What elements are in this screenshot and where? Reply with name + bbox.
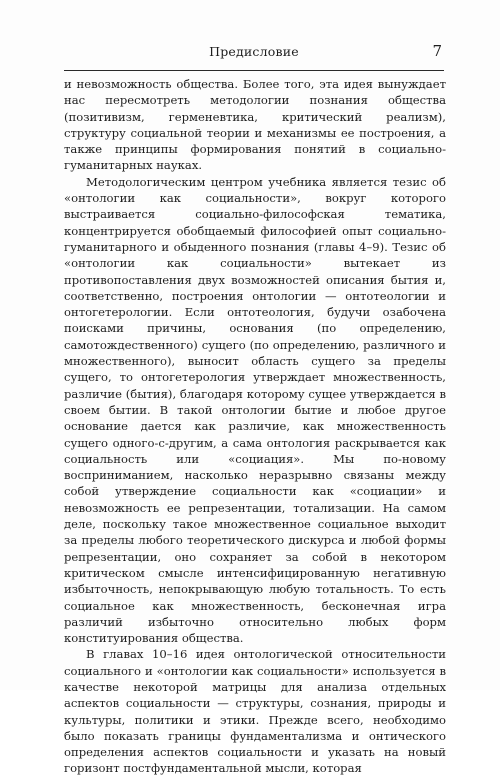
body-text [64, 76, 446, 777]
paragraph-methodology: Методологическим центром учебника является тезис об «онтологии как социальности», вокруг которого выстраивается социально-философская тематика, концентрируется обобщаемый философией опыт социально-гуманитарного и обыденного познания (главы 4–9). Тезис об «онтологии как социальности» вытекает из противопоставления двух возможностей описания бытия и, соответственно, построения онтологии — онтотеологии и онтогетерологии. Если онтотеология, будучи озабочена поисками причины, основания (по определению, самотождественного) сущего (по определению, различного и множественного), выносит область сущего за пределы сущего, то онтогетерология утверждает множественность, различие (бытия), благодаря которому сущее утверждается в своем бытии. В такой онтологии бытие и любое другое основание дается как различие, как множественность сущего одного-с-другим, а сама онтология раскрывается как социальность или «социация». Мы по-новому восприниманием, насколько неразрывно связаны между собой утверждение социальности как «социации» и невозможность ее репрезентации, тотализации. На самом деле, поскольку такое множественное социальное выходит за пределы любого теоретического дискурса и любой формы репрезентации, оно сохраняет за собой в некотором критическом смысле интенсифицированную негативную избыточность, непокрывающую любую тотальность. То есть социальное как множественность, бесконечная игра различий избыточно относительно любых форм конституирования общества. [64, 174, 446, 646]
running-title: Предисловие [209, 44, 299, 59]
paragraph-continued: и невозможность общества. Более того, эта идея вынуждает нас пересмотреть методологии познания общества (позитивизм, герменевтика, критический реализм), структуру социальной теории и механизмы ее построения, а также принципы формирования понятий в социально-гуманитарных науках. [64, 77, 446, 173]
page-number: 7 [432, 42, 442, 60]
running-header [64, 40, 444, 71]
paragraph-chapters: В главах 10–16 идея онтологической относительности социального и «онтологии как социальности» используется в качестве некоторой матрицы для анализа отдельных аспектов социальности — структуры, сознания, природы и культуры, политики и этики. Прежде всего, необходимо было показать границы фундаментализма и онтического определения аспектов социальности и указать на новый горизонт постфундаментальной мысли, которая [64, 647, 446, 776]
